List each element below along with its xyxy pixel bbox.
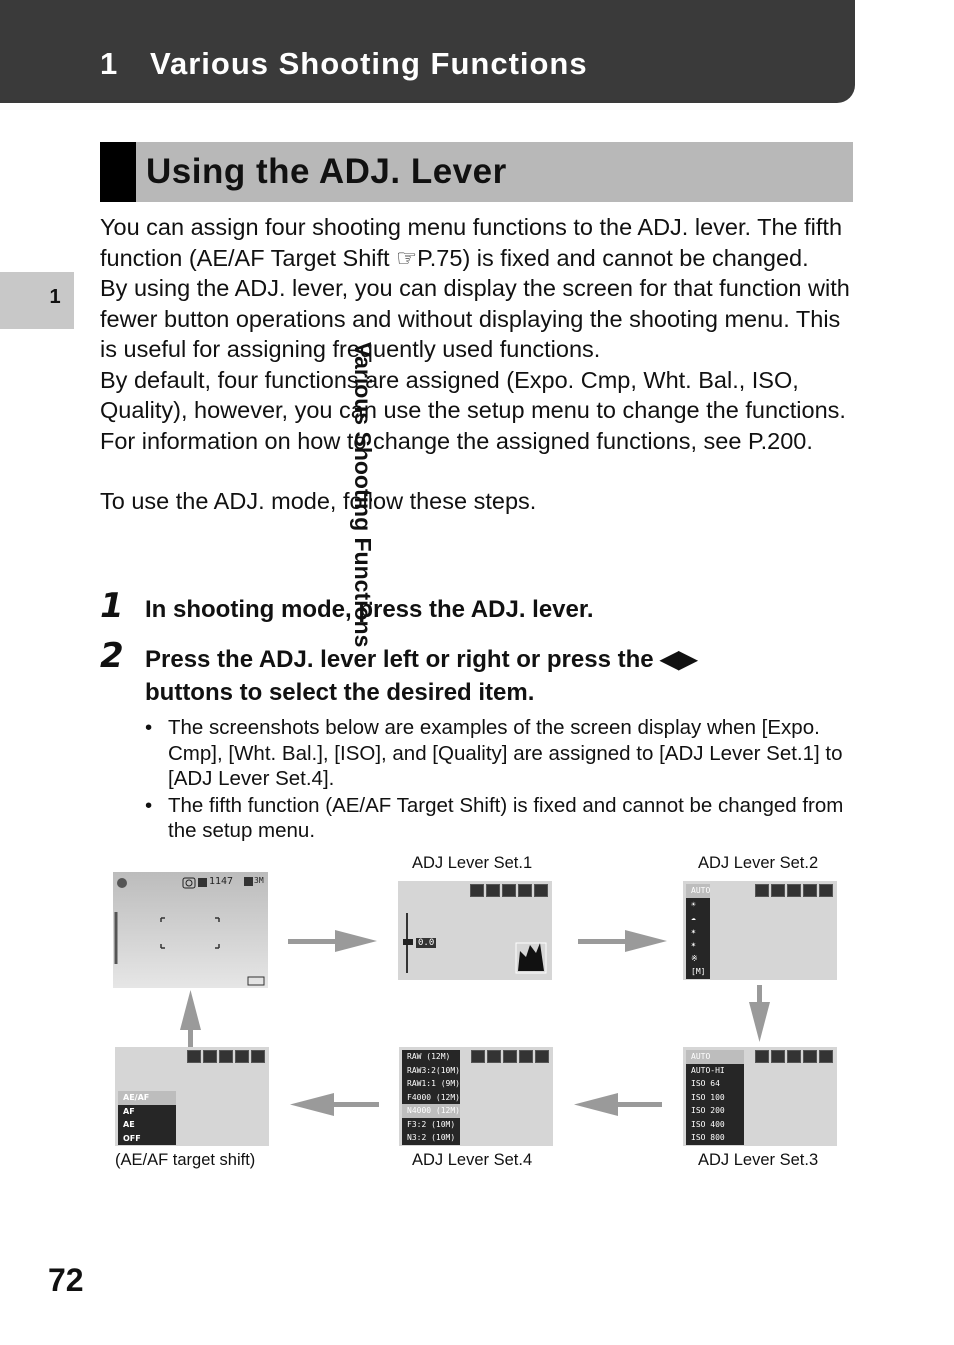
- side-tab-label: Various Shooting Functions: [350, 342, 376, 648]
- section-title: Using the ADJ. Lever: [146, 152, 507, 191]
- caption-set2: ADJ Lever Set.2: [698, 854, 819, 872]
- step-text: In shooting mode, press the ADJ. lever.: [145, 596, 594, 623]
- shot-count: 1147: [209, 876, 234, 887]
- menu-item: F4000 (12M): [407, 1092, 460, 1102]
- menu-item: AE: [123, 1120, 135, 1129]
- menu-item: OFF: [123, 1133, 141, 1143]
- menu-item: RAW1:1 (9M): [407, 1079, 460, 1088]
- step-number: 1: [100, 586, 124, 626]
- chapter-title: Various Shooting Functions: [150, 46, 588, 81]
- caption-set1: ADJ Lever Set.1: [412, 854, 533, 872]
- menu-item: ☀: [691, 899, 696, 909]
- menu-item: ISO 100: [691, 1092, 725, 1102]
- exposure-value: 0.0: [418, 938, 435, 948]
- menu-item: AUTO-HI: [691, 1065, 725, 1075]
- paragraph: To use the ADJ. mode, follow these steps.: [100, 488, 537, 514]
- menu-item: RAW (12M): [407, 1052, 451, 1061]
- side-tab-number: 1: [49, 286, 61, 308]
- step-text: Press the ADJ. lever left or right or press the ◀▶: [145, 646, 698, 673]
- paragraph: By using the ADJ. lever, you can display the screen for that function with fewer button operations and without displaying the shooting menu. This is useful for assigning frequently used functions.: [100, 275, 850, 362]
- menu-item: N3:2 (10M): [407, 1133, 456, 1142]
- arrow-right-icon: [288, 930, 377, 952]
- paragraph: By default, four functions are assigned (Expo. Cmp, Wht. Bal., ISO, Quality), however, you can use the setup menu to change the functions. For information on how to change the assigned functions, see P.200.: [100, 366, 846, 454]
- image-size: 3M: [254, 876, 264, 885]
- caption-set4: ADJ Lever Set.4: [412, 1151, 533, 1169]
- caption-set3: ADJ Lever Set.3: [698, 1151, 819, 1169]
- menu-item: F3:2 (10M): [407, 1119, 456, 1129]
- menu-item: ISO 200: [691, 1106, 725, 1115]
- step-text: buttons to select the desired item.: [145, 679, 535, 706]
- menu-item: ISO 800: [691, 1133, 725, 1142]
- arrow-down-icon: [749, 985, 770, 1042]
- page-number: 72: [48, 1262, 84, 1298]
- arrow-left-icon: [574, 1093, 662, 1116]
- menu-item: AE/AF: [118, 1091, 176, 1105]
- paragraph: You can assign four shooting menu functions to the ADJ. lever. The fifth function (AE/AF Target Shift ☞P.75) is fixed and cannot be changed.: [100, 214, 843, 271]
- menu-item: [M]: [691, 967, 706, 976]
- menu-item: AUTO: [686, 1050, 744, 1064]
- menu-item: ✶: [691, 940, 696, 949]
- menu-item: ISO 64: [691, 1079, 720, 1088]
- caption-aeaf: (AE/AF target shift): [115, 1151, 256, 1169]
- arrow-up-icon: [180, 990, 201, 1047]
- menu-item: N4000 (12M): [402, 1104, 460, 1118]
- menu-item: AUTO: [686, 884, 710, 898]
- arrow-left-icon: [290, 1093, 379, 1116]
- menu-item: ※: [691, 953, 698, 963]
- menu-item: ✶: [691, 926, 696, 936]
- arrow-right-icon: [578, 930, 667, 952]
- step-number: 2: [100, 636, 124, 676]
- menu-item: ISO 400: [691, 1119, 725, 1129]
- menu-item: ☁: [691, 913, 696, 922]
- menu-item: AF: [123, 1106, 135, 1116]
- menu-item: RAW3:2(10M): [407, 1065, 460, 1075]
- bullet-item: • The screenshots below are examples of the screen display when [Expo. Cmp], [Wht. Bal.], [ISO], and [Quality] are assigned to [ADJ Lever Set.1] to [ADJ Lever Set.4].: [145, 715, 860, 792]
- bullet-item: • The fifth function (AE/AF Target Shift) is fixed and cannot be changed from the setup menu.: [145, 793, 860, 844]
- chapter-number: 1: [100, 46, 119, 81]
